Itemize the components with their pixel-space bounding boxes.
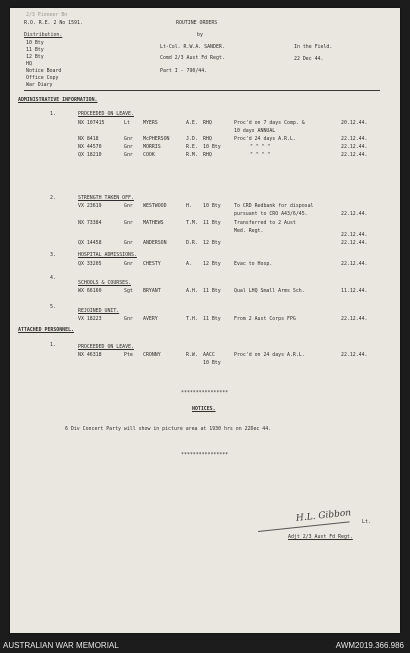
document-page (10, 8, 400, 633)
sub-unit: AACC (203, 352, 215, 358)
detail: pursuant to CRO A43/6/45. (234, 211, 308, 217)
section-number: 1. (50, 342, 56, 348)
detail: Proc'd 24 days A.R.L. (234, 136, 296, 142)
detail: From 2 Aust Corps FPG (234, 316, 296, 322)
rank: Gnr (124, 136, 133, 142)
part-number: Part I - 790/44. (160, 68, 208, 74)
service-number: NX 73384 (78, 220, 102, 226)
row-date: 22.12.44. (341, 152, 368, 158)
detail: Med. Regt. (234, 228, 264, 234)
rank: Sgt (124, 288, 133, 294)
rank: Gnr (124, 240, 133, 246)
surname: COOK (143, 152, 155, 158)
distribution-item: 10 Bty (26, 40, 44, 46)
distribution-item: 11 Bty (26, 47, 44, 53)
detail: Qual LHQ Small Arms Sch. (234, 288, 305, 294)
initials: A.H. (186, 288, 198, 294)
initials: R.M. (186, 152, 198, 158)
sub-unit: RHQ (203, 136, 212, 142)
rank: Gnr (124, 220, 133, 226)
rank: Gnr (124, 203, 133, 209)
sub-unit: 12 Bty (203, 240, 221, 246)
row-date: 22.12.44. (341, 144, 368, 150)
distribution-item: War Diary (26, 82, 53, 88)
service-number: NX 107415 (78, 120, 105, 126)
sub-unit: 11 Bty (203, 220, 221, 226)
surname: McPHERSON (143, 136, 170, 142)
initials: D.R. (186, 240, 198, 246)
detail: 10 days ANNUAL (234, 128, 276, 134)
sub-unit: 12 Bty (203, 261, 221, 267)
sub-unit: 11 Bty (203, 316, 221, 322)
order-number: R.O. R.E. 2 No 1591. (24, 20, 83, 26)
rank: Gnr (124, 144, 133, 150)
section-title: PROCEEDED ON LEAVE. (78, 111, 134, 117)
section-number: 4. (50, 275, 56, 281)
service-number: QX 18210 (78, 152, 102, 158)
initials: R.W. (186, 352, 198, 358)
initials: T.M. (186, 220, 198, 226)
section-title: REJOINED UNIT. (78, 308, 120, 314)
notices-title: NOTICES. (192, 406, 216, 412)
row-date: 22.12.44. (341, 352, 368, 358)
section-number: 3. (50, 252, 56, 258)
footer-institution: AUSTRALIAN WAR MEMORIAL (3, 641, 119, 650)
document-title: ROUTINE ORDERS (176, 20, 218, 26)
signatory-rank: Lt. (362, 519, 371, 525)
surname: WESTWOOD (143, 203, 167, 209)
handwritten-signature: H.L. Gibbon (295, 508, 352, 524)
rank: Gnr (124, 261, 133, 267)
distribution-item: HQ (26, 61, 32, 67)
section-title: STRENGTH TAKEN OFF. (78, 195, 134, 201)
date: 22 Dec 44. (294, 56, 324, 62)
distribution-title: Distribution. (24, 32, 63, 38)
row-date: 11.12.44. (341, 288, 368, 294)
sub-unit: 10 Bty (203, 144, 221, 150)
detail: " " " " (250, 144, 271, 150)
distribution-item: Office Copy (26, 75, 59, 81)
section-title: HOSPITAL ADMISSIONS. (78, 252, 137, 258)
archive-footer (0, 638, 410, 653)
surname: ANDERSON (143, 240, 167, 246)
sub-unit: 11 Bty (203, 288, 221, 294)
distribution-item: Notice Board (26, 68, 62, 74)
service-number: QX 33205 (78, 261, 102, 267)
admin-heading: ADMINISTRATIVE INFORMATION. (18, 97, 98, 103)
surname: MATHEWS (143, 220, 164, 226)
detail: To CRD Redbank for disposal (234, 203, 314, 209)
service-number: VX 18223 (78, 316, 102, 322)
detail: Proc'd on 24 days A.R.L. (234, 352, 305, 358)
row-date: 22.12.44. (341, 240, 368, 246)
detail: Transferred to 2 Aust (234, 220, 296, 226)
surname: CHESTY (143, 261, 161, 267)
sub-unit: 10 Bty (203, 203, 221, 209)
header-faint-line: 2/3 Pioneer Bn (26, 12, 68, 18)
rank: Lt (124, 120, 130, 126)
detail: " " " " (250, 152, 271, 158)
section-title: SCHOOLS & COURSES. (78, 280, 131, 286)
rank: Pte (124, 352, 133, 358)
initials: R.E. (186, 144, 198, 150)
initials: A.E. (186, 120, 198, 126)
separator-stars: **************** (181, 390, 229, 396)
surname: CRONNY (143, 352, 161, 358)
service-number: QX 14458 (78, 240, 102, 246)
place: In the Field. (294, 44, 333, 50)
service-number: NX 8418 (78, 136, 99, 142)
row-date: 20.12.44. (341, 120, 368, 126)
row-date: 22.12.44. (341, 261, 368, 267)
by-label: by (197, 32, 203, 38)
section-number: 2. (50, 195, 56, 201)
initials: A. (186, 261, 192, 267)
surname: MYERS (143, 120, 158, 126)
surname: BRYANT (143, 288, 161, 294)
attached-heading: ATTACHED PERSONNEL. (18, 327, 74, 333)
header-divider (24, 90, 380, 91)
initials: T.H. (186, 316, 198, 322)
surname: AVERY (143, 316, 158, 322)
rank: Gnr (124, 316, 133, 322)
row-date: 22.12.44. (341, 211, 368, 217)
row-date: 22.12.44. (341, 316, 368, 322)
detail: Evac to Hosp. (234, 261, 273, 267)
service-number: NX 44570 (78, 144, 102, 150)
initials: H. (186, 203, 192, 209)
initials: J.D. (186, 136, 198, 142)
row-date: 22.12.44. (341, 232, 368, 238)
notice-text: 6 Div Concert Party will show in picture area at 1930 hrs on 22Dec 44. (65, 426, 272, 432)
sub-unit: RHQ (203, 120, 212, 126)
footer-accession-number: AWM2019.366.986 (335, 641, 404, 650)
separator-stars: **************** (181, 452, 229, 458)
section-title: PROCEEDED ON LEAVE. (78, 344, 134, 350)
section-number: 1. (50, 111, 56, 117)
section-number: 5. (50, 304, 56, 310)
sub-unit: RHQ (203, 152, 212, 158)
sub-unit: 10 Bty (203, 360, 221, 366)
service-number: WX 66160 (78, 288, 102, 294)
distribution-item: 12 Bty (26, 54, 44, 60)
row-date: 22.12.44. (341, 136, 368, 142)
service-number: VX 23619 (78, 203, 102, 209)
surname: MORRIS (143, 144, 161, 150)
detail: Proc'd on 7 days Comp. & (234, 120, 305, 126)
command: Comd 2/3 Aust Fd Regt. (160, 55, 225, 61)
rank: Gnr (124, 152, 133, 158)
service-number: NX 46318 (78, 352, 102, 358)
signatory-appointment: Adjt 2/3 Aust Fd Regt. (288, 534, 353, 540)
commanding-officer: Lt-Col. R.W.A. SANDER. (160, 44, 225, 50)
